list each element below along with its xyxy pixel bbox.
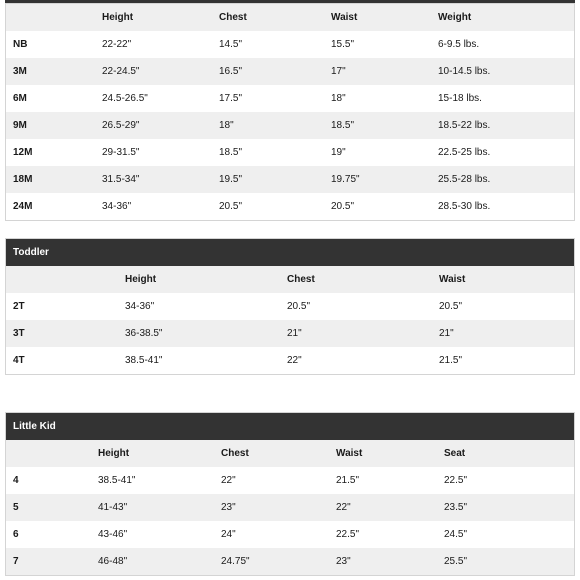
toddler-col-waist: Waist — [439, 274, 466, 285]
chest-cell: 24.75" — [221, 556, 250, 567]
little-kid-col-size — [6, 440, 98, 467]
height-cell: 38.5-41" — [125, 355, 163, 366]
waist-cell: 18.5" — [331, 120, 355, 131]
waist-cell: 17" — [331, 66, 346, 77]
toddler-header-row — [6, 266, 574, 293]
little-kid-col-chest: Chest — [221, 448, 249, 459]
little-kid-size-table — [5, 412, 575, 576]
baby-header-row — [6, 4, 574, 31]
chest-cell: 20.5" — [219, 201, 243, 212]
toddler-col-height: Height — [125, 274, 157, 285]
section-title: Toddler — [6, 239, 574, 266]
size-label: 3T — [13, 328, 25, 339]
size-label: 12M — [13, 147, 33, 158]
waist-cell: 21.5" — [336, 475, 360, 486]
size-label: 9M — [13, 120, 27, 131]
baby-size-grid — [6, 4, 574, 220]
height-cell: 22-24.5" — [102, 66, 140, 77]
chest-cell: 22" — [287, 355, 302, 366]
chest-cell: 24" — [221, 529, 236, 540]
waist-cell: 21" — [439, 328, 454, 339]
toddler-col-size — [6, 266, 125, 293]
table-row — [6, 293, 574, 320]
chest-cell: 23" — [221, 502, 236, 513]
waist-cell: 19.75" — [331, 174, 360, 185]
table-row — [6, 166, 574, 193]
height-cell: 29-31.5" — [102, 147, 140, 158]
weight-cell: 6-9.5 lbs. — [438, 39, 480, 50]
table-row — [6, 31, 574, 58]
table-row — [6, 112, 574, 139]
size-label: 2T — [13, 301, 25, 312]
waist-cell: 19" — [331, 147, 346, 158]
height-cell: 46-48" — [98, 556, 128, 567]
weight-cell: 15-18 lbs. — [438, 93, 482, 104]
little-kid-col-seat: Seat — [444, 448, 466, 459]
size-label: 3M — [13, 66, 27, 77]
little-kid-col-height: Height — [98, 448, 130, 459]
height-cell: 22-22" — [102, 39, 132, 50]
size-label: 6M — [13, 93, 27, 104]
height-cell: 43-46" — [98, 529, 128, 540]
table-row — [6, 467, 574, 494]
seat-cell: 22.5" — [444, 475, 468, 486]
waist-cell: 21.5" — [439, 355, 463, 366]
chest-cell: 21" — [287, 328, 302, 339]
chest-cell: 18.5" — [219, 147, 243, 158]
size-label: 4T — [13, 355, 25, 366]
chest-cell: 17.5" — [219, 93, 243, 104]
seat-cell: 23.5" — [444, 502, 468, 513]
weight-cell: 18.5-22 lbs. — [438, 120, 491, 131]
waist-cell: 20.5" — [331, 201, 355, 212]
table-row — [6, 58, 574, 85]
waist-cell: 15.5" — [331, 39, 355, 50]
waist-cell: 23" — [336, 556, 351, 567]
height-cell: 34-36" — [125, 301, 155, 312]
table-row — [6, 320, 574, 347]
chest-cell: 16.5" — [219, 66, 243, 77]
chest-cell: 18" — [219, 120, 234, 131]
chest-cell: 19.5" — [219, 174, 243, 185]
waist-cell: 20.5" — [439, 301, 463, 312]
weight-cell: 28.5-30 lbs. — [438, 201, 491, 212]
baby-col-waist: Waist — [331, 12, 358, 23]
size-label: 4 — [13, 475, 19, 486]
chest-cell: 22" — [221, 475, 236, 486]
toddler-col-chest: Chest — [287, 274, 315, 285]
toddler-size-table — [5, 238, 575, 375]
weight-cell: 22.5-25 lbs. — [438, 147, 491, 158]
size-label: 6 — [13, 529, 19, 540]
size-label: 24M — [13, 201, 33, 212]
table-row — [6, 193, 574, 220]
weight-cell: 10-14.5 lbs. — [438, 66, 491, 77]
height-cell: 26.5-29" — [102, 120, 140, 131]
table-row — [6, 85, 574, 112]
size-label: 18M — [13, 174, 33, 185]
waist-cell: 22.5" — [336, 529, 360, 540]
seat-cell: 24.5" — [444, 529, 468, 540]
section-title: Little Kid — [6, 413, 574, 440]
waist-cell: 22" — [336, 502, 351, 513]
waist-cell: 18" — [331, 93, 346, 104]
height-cell: 24.5-26.5" — [102, 93, 148, 104]
little-kid-col-waist: Waist — [336, 448, 363, 459]
seat-cell: 25.5" — [444, 556, 468, 567]
little-kid-size-grid — [6, 440, 574, 575]
table-row — [6, 139, 574, 166]
chest-cell: 14.5" — [219, 39, 243, 50]
size-label: 7 — [13, 556, 19, 567]
baby-col-size — [6, 4, 102, 31]
baby-size-table — [5, 3, 575, 221]
table-row — [6, 521, 574, 548]
size-label: 5 — [13, 502, 19, 513]
height-cell: 38.5-41" — [98, 475, 136, 486]
table-row — [6, 548, 574, 575]
baby-col-weight: Weight — [438, 12, 472, 23]
table-row — [6, 347, 574, 374]
height-cell: 36-38.5" — [125, 328, 163, 339]
toddler-size-grid — [6, 266, 574, 374]
baby-col-chest: Chest — [219, 12, 247, 23]
table-row — [6, 494, 574, 521]
height-cell: 31.5-34" — [102, 174, 140, 185]
little-kid-header-row — [6, 440, 574, 467]
weight-cell: 25.5-28 lbs. — [438, 174, 491, 185]
chest-cell: 20.5" — [287, 301, 311, 312]
size-label: NB — [13, 39, 28, 50]
baby-col-height: Height — [102, 12, 134, 23]
height-cell: 34-36" — [102, 201, 132, 212]
height-cell: 41-43" — [98, 502, 128, 513]
